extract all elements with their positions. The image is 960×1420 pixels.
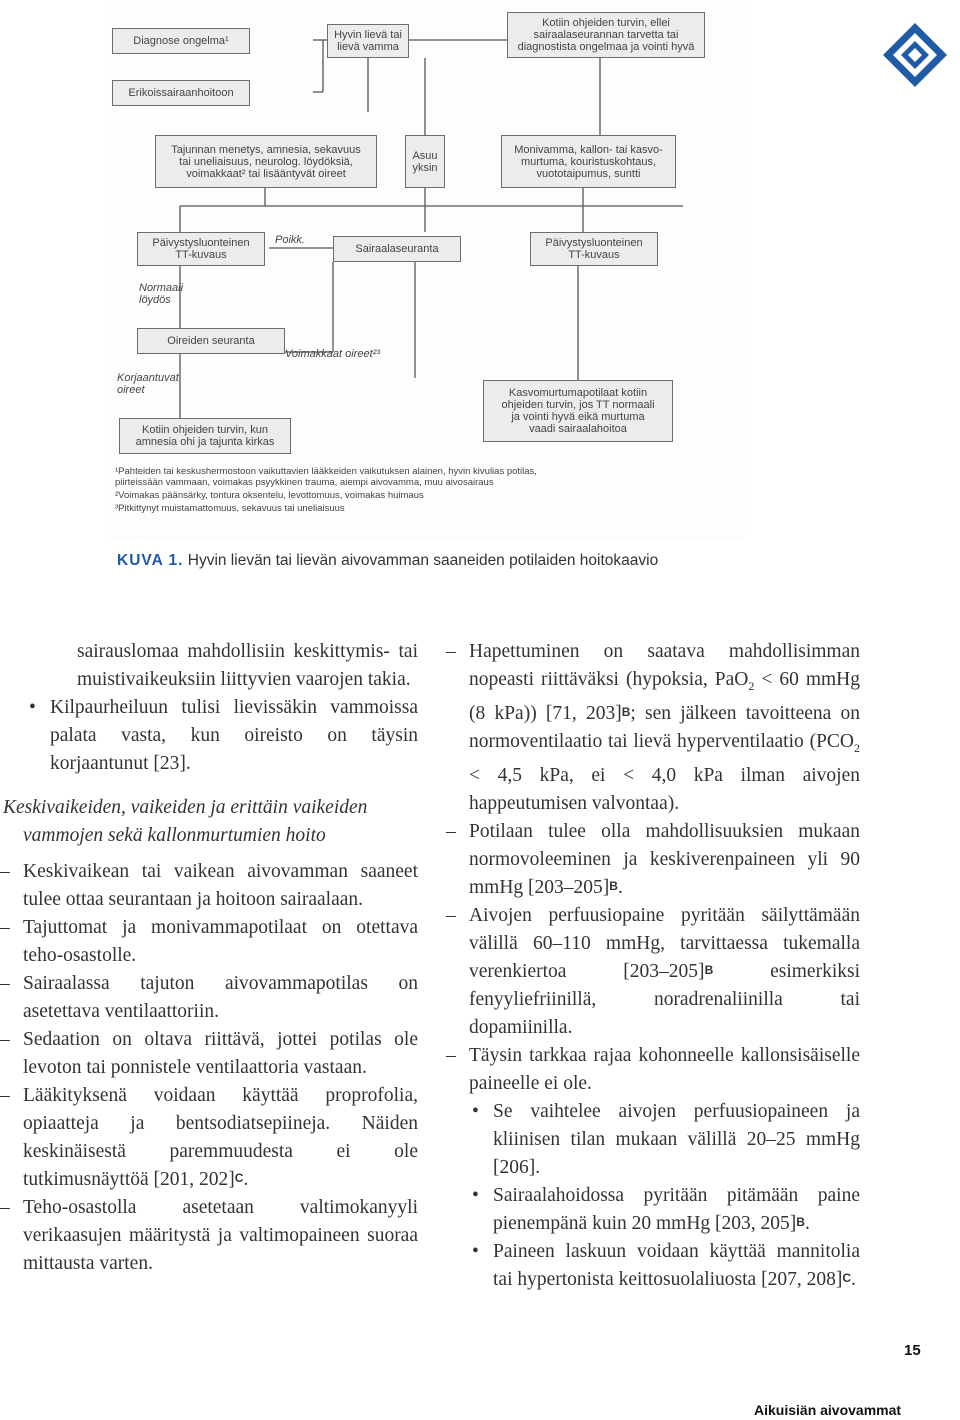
- mild-injury-box: Hyvin lievä tai lievä vamma: [327, 24, 409, 58]
- left-column: [0, 638, 418, 1278]
- figure-caption: [117, 552, 658, 570]
- right-column: [446, 638, 860, 1294]
- bullet-sports: • Kilpaurheiluun tulisi lievissäkin vammoissa palata vasta, kun oireisto on täysin korjaantunut [23].: [29, 697, 418, 774]
- lives-alone-box: Asuu yksin: [405, 135, 445, 188]
- list-item-text: Keskivaikean tai vaikean aivovamman saaneet tulee ottaa seurantaan ja hoitoon sairaalaan.: [23, 861, 418, 910]
- list-item: – Tajuttomat ja monivammapotilaat on otettava teho-osastolle.: [0, 917, 418, 966]
- list-item-text: Sairaalassa tajuton aivovammapotilas on asetettava ventilaattoriin.: [23, 973, 418, 1022]
- list-item: – Hapettuminen on saatava mahdollisimman nopeasti riittäväksi (hypoksia, PaO$_2$ < 60 mmHg (8 kPa)) [71, 203]$^B$; sen jälkeen tavoitteena on normoventilaatio tai lievä hyperventilaatio ($PCO_2 < 4,5$ kPa, ei < 4,0 kPa ilman aivojen happeutumisen valvontaa).: [446, 641, 860, 814]
- resolving-symptoms-label: Korjaantuvat oireet: [117, 372, 179, 396]
- home-instructions-top-box: Kotiin ohjeiden turvin, ellei sairaalaseurannan tarvetta tai diagnostista ongelmaa ja vointi hyvä: [507, 12, 705, 58]
- footnote-3: ³Pitkittynyt muistamattomuus, sekavuus tai uneliaisuus: [115, 503, 345, 514]
- home-instructions-bottom-box: Kotiin ohjeiden turvin, kun amnesia ohi ja tajunta kirkas: [119, 418, 291, 454]
- specialist-care-box: Erikoissairaanhoitoon: [112, 80, 250, 106]
- hospital-observation-box: Sairaalaseuranta: [333, 236, 461, 262]
- evidence-grade: B: [609, 878, 618, 893]
- footnote-1b: piirteissään vammaan, voimakas psyykkinen trauma, aiempi aivovamma, muu aivosairaus: [115, 477, 494, 488]
- footnote-2: ²Voimakas päänsärky, tontura oksentelu, levottomuus, voimakas huimaus: [115, 490, 424, 501]
- list-item: – Teho-osastolla asetetaan valtimokanyyli verikaasujen määritystä ja valtimopaineen suoraa mittausta varten.: [0, 1197, 418, 1274]
- emergency-ct-left-box: Päivystysluonteinen TT-kuvaus: [137, 232, 265, 266]
- list-item: – Keskivaikean tai vaikean aivovamman saaneet tulee ottaa seurantaan ja hoitoon sairaalaan.: [0, 861, 418, 910]
- list-item-text: Sedaation on oltava riittävä, jottei potilas ole levoton tai ponnistele ventilaattoria vastaan.: [23, 1029, 418, 1078]
- severe-symptoms-label: Voimakkaat oireet²³: [285, 348, 380, 360]
- facial-fracture-box: Kasvomurtumapotilaat kotiin ohjeiden turvin, jos TT normaali ja vointi hyvä eikä murtuma vaadi sairaalahoitoa: [483, 380, 673, 442]
- evidence-grade: C: [234, 1171, 244, 1185]
- abnormal-label: Poikk.: [275, 234, 305, 246]
- list-item: – Lääkityksenä voidaan käyttää proprofolia, opiaatteja ja bentsodiatsepiineja. Näiden keskinäisestä paremmuudesta ei ole tutkimusnäyttöä [201, 202]$^C$.: [0, 1085, 418, 1190]
- evidence-grade: B: [621, 704, 631, 719]
- figure-caption-label: KUVA 1.: [117, 552, 184, 569]
- bullet-item: • Paineen laskuun voidaan käyttää mannitolia tai hypertonista keittosuolaliuosta [207, 208]$^C$.: [472, 1240, 860, 1290]
- page-number: 15: [904, 1342, 921, 1359]
- list-item: – Aivojen perfuusiopaine pyritään säilyttämään välillä 60–110 mmHg, tarvittaessa tukemalla verenkiertoa [203–205]$^B$ esimerkiksi fenyyliefriinillä, noradrenaliinilla tai dopamiinilla.: [446, 904, 861, 1038]
- list-item: – Sairaalassa tajuton aivovammapotilas on asetettava ventilaattoriin.: [0, 973, 418, 1022]
- list-item-text: Teho-osastolla asetetaan valtimokanyyli verikaasujen määritystä ja valtimopaineen suoraa mittausta varten.: [23, 1197, 418, 1274]
- bullet-item: • Se vaihtelee aivojen perfuusiopaineen ja kliinisen tilan mukaan välillä 20–25 mmHg [206].: [472, 1100, 860, 1178]
- list-item: – Täysin tarkkaa rajaa kohonneelle kallonsisäiselle paineelle ei ole.: [446, 1044, 860, 1094]
- evidence-grade: C: [842, 1270, 851, 1285]
- consciousness-loss-box: Tajunnan menetys, amnesia, sekavuus tai uneliaisuus, neurolog. löydöksiä, voimakkaat² tai lisääntyvät oireet: [155, 135, 377, 188]
- footnote-1a: ¹Pahteiden tai keskushermostoon vaikuttavien lääkkeiden vaikutuksen alainen, hyvin kivulias potilas,: [115, 466, 537, 477]
- list-item-text: Tajuttomat ja monivammapotilaat on otettava teho-osastolle.: [23, 917, 418, 966]
- evidence-grade: B: [704, 962, 714, 977]
- evidence-grade: B: [796, 1214, 805, 1229]
- book-title: Aikuisiän aivovammat: [754, 1402, 902, 1418]
- publisher-logo-icon: [880, 20, 950, 90]
- list-item: – Sedaation on oltava riittävä, jottei potilas ole levoton tai ponnistele ventilaattoria vastaan.: [0, 1029, 418, 1078]
- symptom-monitoring-box: Oireiden seuranta: [137, 328, 285, 354]
- bullet-item: • Sairaalahoidossa pyritään pitämään paine pienempänä kuin 20 mmHg [203, 205]$^B$.: [472, 1184, 860, 1234]
- continuation-paragraph: sairauslomaa mahdollisiin keskittymis- tai muistivaikeuksiin liittyvien vaarojen takia.: [77, 641, 418, 690]
- treatment-flowchart: [105, 0, 745, 540]
- diagnose-box: Diagnose ongelma¹: [112, 28, 250, 54]
- list-item-text: Lääkityksenä voidaan käyttää proprofolia, opiaatteja ja bentsodiatsepiineja. Näiden keskinäisestä paremmuudesta ei ole tutkimusnäyttöä [201, 202]: [23, 1085, 418, 1190]
- list-item-end: .: [243, 1169, 249, 1190]
- bullet-sports-text: Kilpaurheiluun tulisi lievissäkin vammoissa palata vasta, kun oireisto on täysin korjaantunut [23].: [50, 697, 418, 774]
- figure-caption-text: Hyvin lievän tai lievän aivovamman saaneiden potilaiden hoitokaavio: [183, 552, 659, 569]
- emergency-ct-right-box: Päivystysluonteinen TT-kuvaus: [530, 232, 658, 266]
- normal-finding-label: Normaali löydös: [139, 282, 184, 306]
- multitrauma-box: Monivamma, kallon- tai kasvo- murtuma, kouristuskohtaus, vuototaipumus, suntti: [501, 135, 676, 188]
- section-heading: Keskivaikeiden, vaikeiden ja erittäin vaikeiden vammojen sekä kallonmurtumien hoito: [3, 797, 368, 846]
- list-item: – Potilaan tulee olla mahdollisuuksien mukaan normovoleeminen ja keskiverenpaineen yli 90 mmHg [203–205]$^B$.: [446, 820, 860, 898]
